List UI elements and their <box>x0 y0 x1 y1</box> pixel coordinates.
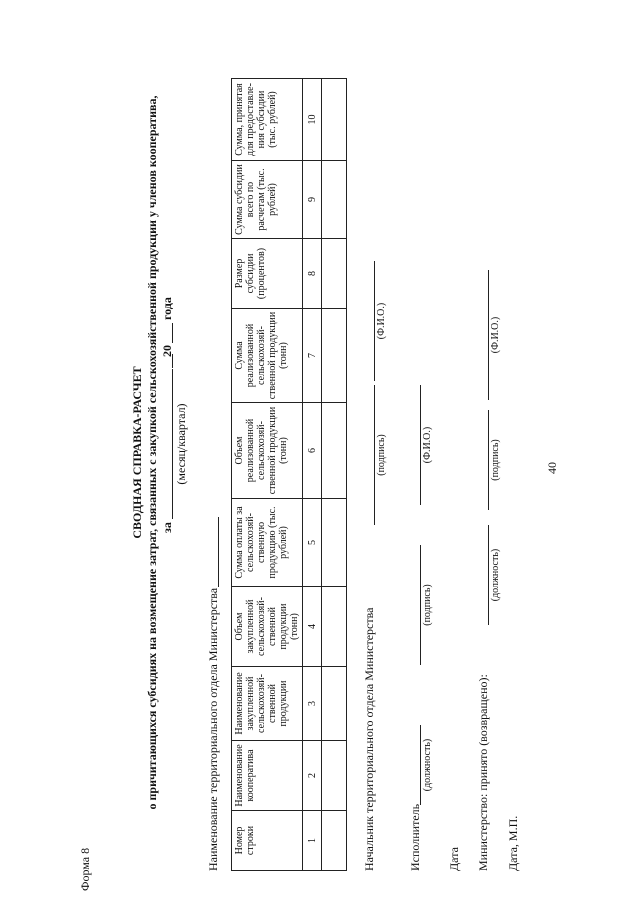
ministry-fio-caption: (Ф.И.О.) <box>490 316 501 354</box>
header-cell: Номер строки <box>232 811 303 871</box>
header-cell: Размер субсидии (процентов) <box>232 239 303 309</box>
executor-sign-caption: (подпись) <box>422 584 433 626</box>
table-cell <box>322 161 347 239</box>
header-cell: Объем реализованной сельскохозяй-ственной продукции (тонн) <box>232 403 303 499</box>
title-year: 20 <box>160 345 174 357</box>
ministry-label: Министерство: принято (возвращено): <box>476 674 490 871</box>
ministry-position-caption: (должность) <box>490 548 501 602</box>
header-cell: Наименование кооператива <box>232 741 303 811</box>
period-caption: (месяц/квартал) <box>174 403 188 485</box>
column-number: 1 <box>303 811 322 871</box>
ministry-fio-line <box>488 270 489 400</box>
column-number: 4 <box>303 587 322 667</box>
page-number: 40 <box>545 462 559 474</box>
title-year-suffix: года <box>160 297 174 320</box>
column-number: 10 <box>303 79 322 161</box>
column-number: 3 <box>303 667 322 741</box>
column-number: 7 <box>303 309 322 403</box>
table-cell <box>322 587 347 667</box>
title-za: за <box>160 522 174 533</box>
table-cell <box>322 403 347 499</box>
header-cell: Наименование закупленной сельскохозяй-ственной продукции <box>232 667 303 741</box>
column-number: 2 <box>303 741 322 811</box>
executor-fio-caption: (Ф.И.О.) <box>422 426 433 464</box>
table-cell <box>322 79 347 161</box>
table-cell <box>322 667 347 741</box>
head-label: Начальник территориального отдела Министерства <box>362 607 376 871</box>
head-fio-line <box>374 261 375 381</box>
header-cell: Объем закупленной сельскохозяй-ственной продукции (тонн) <box>232 587 303 667</box>
executor-position-line <box>420 725 421 805</box>
header-cell: Сумма оплаты за сельскохозяй-ственную продукцию (тыс. рублей) <box>232 499 303 587</box>
header-cell: Сумма, принятая для предоставле-ния субсидии (тыс. рублей) <box>232 79 303 161</box>
title-line2: о причитающихся субсидиях на возмещение затрат, связанных с закупкой сельскохозяйственной продукции у членов кооператива, <box>145 95 159 810</box>
ministry-sign-line <box>488 410 489 510</box>
period-line <box>172 369 173 519</box>
department-line <box>218 517 219 587</box>
column-number: 5 <box>303 499 322 587</box>
table-cell <box>322 309 347 403</box>
table-cell <box>322 239 347 309</box>
executor-fio-line <box>420 385 421 505</box>
date-mp-label: Дата, М.П. <box>506 815 520 871</box>
head-sign-caption: (подпись) <box>376 434 387 476</box>
ministry-sign-caption: (подпись) <box>490 439 501 481</box>
table-header-row <box>232 79 303 871</box>
head-fio-caption: (Ф.И.О.) <box>376 302 387 340</box>
header-cell: Сумма реализованной сельскохозяй-ственной продукции (тонн) <box>232 309 303 403</box>
title-line1: СВОДНАЯ СПРАВКА-РАСЧЕТ <box>130 366 144 539</box>
form-label: Форма 8 <box>78 847 92 891</box>
head-sign-line <box>374 385 375 525</box>
column-number: 8 <box>303 239 322 309</box>
executor-label: Исполнитель <box>408 803 422 871</box>
department-label: Наименование территориального отдела Министерства <box>206 587 220 871</box>
table-row <box>322 79 347 871</box>
header-cell: Сумма субсидии всего по расчетам (тыс. рублей) <box>232 161 303 239</box>
table-cell <box>322 811 347 871</box>
date-label: Дата <box>447 847 461 871</box>
executor-sign-line <box>420 545 421 665</box>
table-cell <box>322 499 347 587</box>
column-number: 9 <box>303 161 322 239</box>
subsidy-table <box>231 78 347 871</box>
executor-position-caption: (должность) <box>422 738 433 792</box>
column-number-row <box>303 79 322 871</box>
ministry-position-line <box>488 525 489 625</box>
table-cell <box>322 741 347 811</box>
year-line <box>172 323 173 343</box>
column-number: 6 <box>303 403 322 499</box>
